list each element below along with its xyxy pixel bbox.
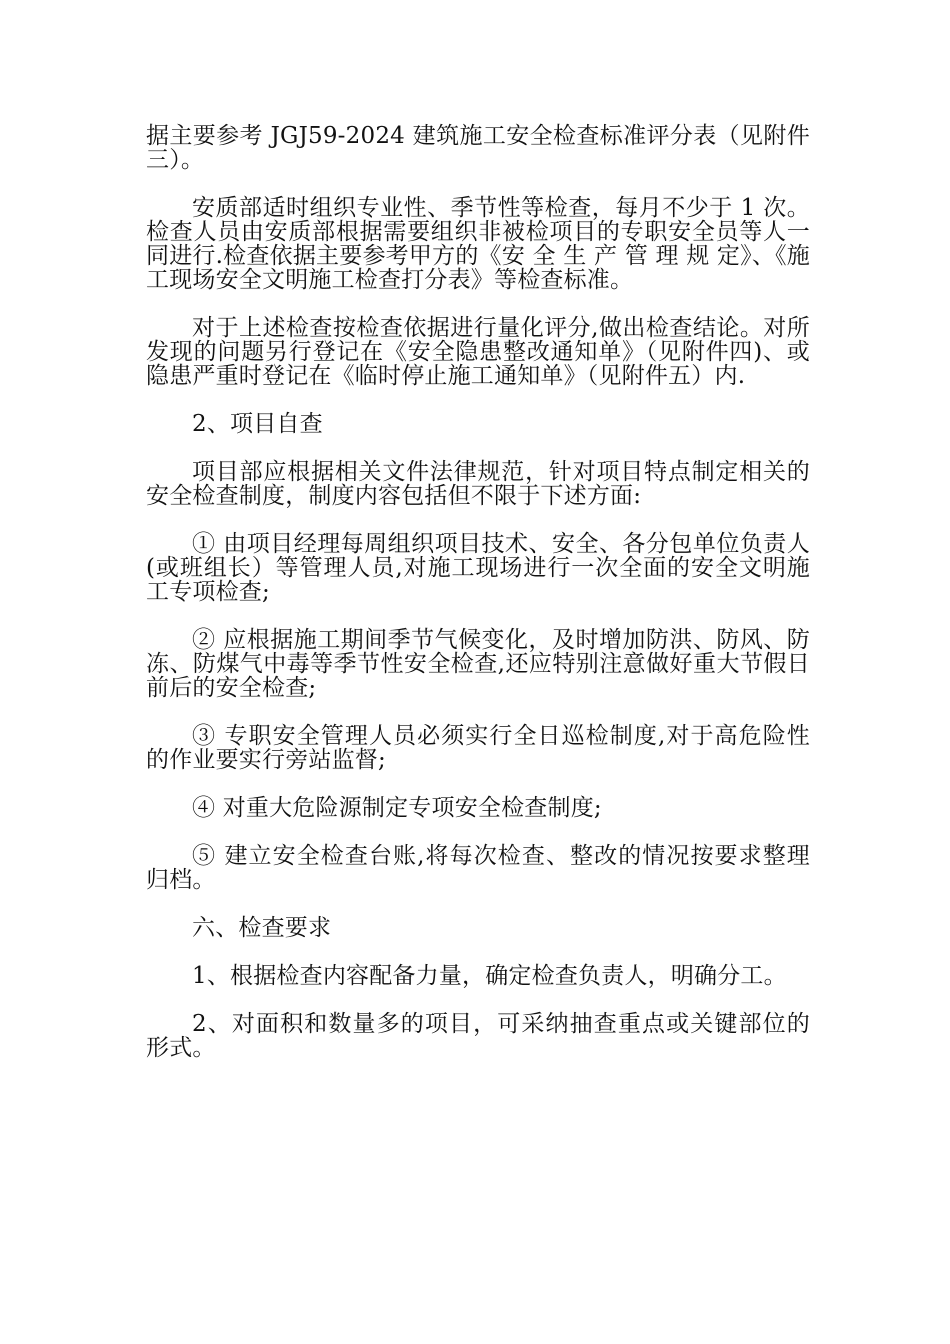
list-item-seasonal-inspection: ② 应根据施工期间季节气候变化，及时增加防洪、防风、防冻、防煤气中毒等季节性安全检查,还应特别注意做好重大节假日前后的安全检查; <box>146 627 810 701</box>
document-body <box>146 124 810 1084</box>
section-heading-inspection-requirements: 六、检查要求 <box>192 915 332 941</box>
list-item-inspection-ledger: ⑤ 建立安全检查台账,将每次检查、整改的情况按要求整理归档。 <box>146 843 810 893</box>
paragraph-requirement-1: 1、根据检查内容配备力量，确定检查负责人，明确分工。 <box>192 963 787 989</box>
paragraph-inspection-scoring: 对于上述检查按检查依据进行量化评分,做出检查结论。对所发现的问题另行登记在《安全隐患整改通知单》（见附件四)、或隐患严重时登记在《临时停止施工通知单》（见附件五）内. <box>146 315 810 389</box>
list-item-daily-patrol: ③ 专职安全管理人员必须实行全日巡检制度,对于高危险性的作业要实行旁站监督; <box>146 723 810 773</box>
paragraph-safety-dept-inspection: 安质部适时组织专业性、季节性等检查，每月不少于 1 次。检查人员由安质部根据需要组织非被检项目的专职安全员等人一同进行.检查依据主要参考甲方的《安 全 生 产 管 理 规 定》、《施工现场安全文明施工检查打分表》等检查标准。 <box>146 195 810 293</box>
list-item-major-hazard: ④ 对重大危险源制定专项安全检查制度; <box>192 795 602 821</box>
section-heading-project-self-check: 2、项目自查 <box>192 411 323 437</box>
paragraph-requirement-2: 2、对面积和数量多的项目，可采纳抽查重点或关键部位的形式。 <box>146 1011 810 1061</box>
paragraph-continuation: 据主要参考 JGJ59-2024 建筑施工安全检查标准评分表（见附件三）。 <box>146 123 810 173</box>
list-item-weekly-inspection: ① 由项目经理每周组织项目技术、安全、各分包单位负责人(或班组长）等管理人员,对施工现场进行一次全面的安全文明施工专项检查; <box>146 531 810 605</box>
paragraph-self-check-system: 项目部应根据相关文件法律规范，针对项目特点制定相关的安全检查制度，制度内容包括但不限于下述方面: <box>146 459 810 509</box>
